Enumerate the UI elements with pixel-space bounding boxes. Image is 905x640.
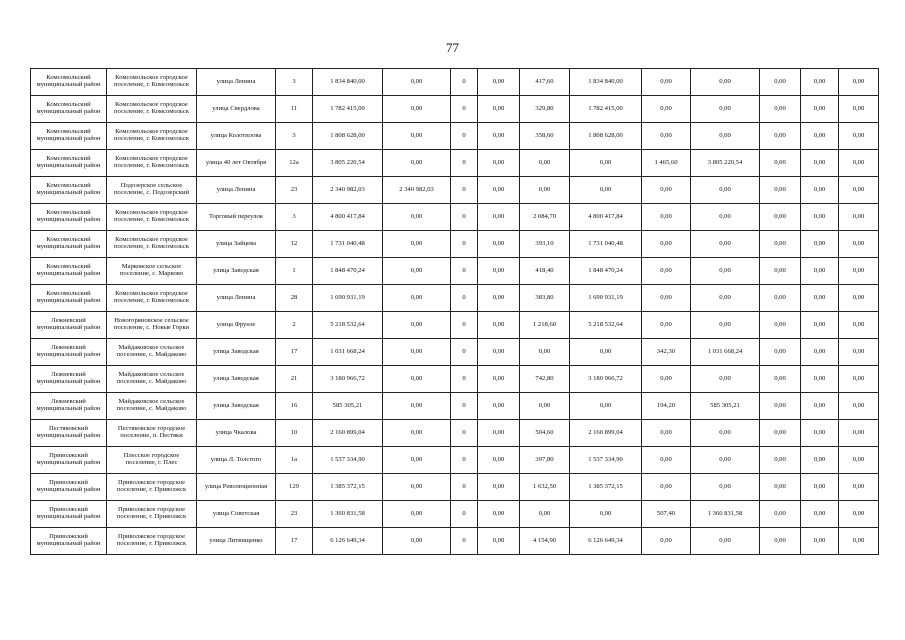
- cell-cost-col-6: 1 848 470,24: [570, 258, 642, 285]
- cell-cost-col-9: 0,00: [760, 447, 801, 474]
- cell-area-col-7: 0,00: [642, 420, 691, 447]
- cell-cost-col-6: 5 218 532,64: [570, 312, 642, 339]
- cell-municipal-district: Комсомольский муниципальный район: [31, 150, 107, 177]
- cell-cost-col-9: 0,00: [760, 366, 801, 393]
- cell-count-col-3: 0: [451, 366, 478, 393]
- cell-cost-col-2: 0,00: [383, 285, 451, 312]
- cell-street: улица Заводская: [197, 339, 276, 366]
- cell-house-number: 21: [276, 366, 313, 393]
- cell-area-col-7: 342,30: [642, 339, 691, 366]
- cell-cost-col-4: 0,00: [478, 96, 520, 123]
- cell-cost-col-2: 0,00: [383, 447, 451, 474]
- cell-cost-col-8: 0,00: [691, 312, 760, 339]
- cell-street: улица Литвищенко: [197, 528, 276, 555]
- table-row: [31, 231, 879, 258]
- cell-cost-col-11: 0,00: [839, 258, 879, 285]
- cell-area-col-5: 0,00: [520, 339, 570, 366]
- cell-street: улица Советская: [197, 501, 276, 528]
- cell-cost-col-6: 1 731 040,48: [570, 231, 642, 258]
- cell-total-cost: 2 160 899,04: [313, 420, 383, 447]
- cell-cost-col-11: 0,00: [839, 69, 879, 96]
- cell-count-col-3: 0: [451, 447, 478, 474]
- cell-cost-col-2: 0,00: [383, 474, 451, 501]
- cell-street: улица Свердлова: [197, 96, 276, 123]
- cell-cost-col-4: 0,00: [478, 339, 520, 366]
- cell-cost-col-10: 0,00: [801, 501, 839, 528]
- cell-cost-col-2: 0,00: [383, 258, 451, 285]
- cell-cost-col-11: 0,00: [839, 528, 879, 555]
- cell-cost-col-11: 0,00: [839, 285, 879, 312]
- cell-area-col-5: 742,80: [520, 366, 570, 393]
- cell-area-col-7: 0,00: [642, 258, 691, 285]
- cell-settlement: Комсомольское городское поселение, г. Комсомольск: [107, 123, 197, 150]
- cell-total-cost: 1 360 831,58: [313, 501, 383, 528]
- cell-cost-col-6: 3 180 966,72: [570, 366, 642, 393]
- cell-area-col-7: 1 465,60: [642, 150, 691, 177]
- data-table: [30, 68, 879, 555]
- cell-cost-col-9: 0,00: [760, 393, 801, 420]
- cell-area-col-5: 4 154,90: [520, 528, 570, 555]
- cell-cost-col-8: 0,00: [691, 96, 760, 123]
- cell-cost-col-11: 0,00: [839, 474, 879, 501]
- cell-area-col-5: 383,80: [520, 285, 570, 312]
- table-row: [31, 366, 879, 393]
- cell-settlement: Майдаковское сельское поселение, с. Майдаково: [107, 393, 197, 420]
- cell-cost-col-4: 0,00: [478, 123, 520, 150]
- cell-cost-col-11: 0,00: [839, 312, 879, 339]
- cell-street: улица Л. Толстого: [197, 447, 276, 474]
- cell-settlement: Комсомольское городское поселение, г. Комсомольск: [107, 69, 197, 96]
- cell-cost-col-9: 0,00: [760, 96, 801, 123]
- cell-area-col-5: 393,10: [520, 231, 570, 258]
- cell-cost-col-10: 0,00: [801, 312, 839, 339]
- cell-settlement: Комсомольское городское поселение, г. Комсомольск: [107, 285, 197, 312]
- cell-settlement: Плесское городское поселение, г. Плес: [107, 447, 197, 474]
- cell-cost-col-4: 0,00: [478, 204, 520, 231]
- cell-house-number: 12а: [276, 150, 313, 177]
- cell-cost-col-10: 0,00: [801, 339, 839, 366]
- table-row: [31, 258, 879, 285]
- table-row: [31, 150, 879, 177]
- cell-municipal-district: Лежневский муниципальный район: [31, 312, 107, 339]
- cell-cost-col-10: 0,00: [801, 177, 839, 204]
- table-row: [31, 69, 879, 96]
- cell-area-col-7: 0,00: [642, 474, 691, 501]
- cell-municipal-district: Приволжский муниципальный район: [31, 447, 107, 474]
- cell-cost-col-10: 0,00: [801, 123, 839, 150]
- cell-cost-col-10: 0,00: [801, 447, 839, 474]
- cell-house-number: 3: [276, 204, 313, 231]
- cell-cost-col-2: 0,00: [383, 96, 451, 123]
- cell-municipal-district: Комсомольский муниципальный район: [31, 258, 107, 285]
- cell-house-number: 11: [276, 96, 313, 123]
- cell-cost-col-2: 0,00: [383, 420, 451, 447]
- cell-cost-col-10: 0,00: [801, 366, 839, 393]
- cell-cost-col-6: 4 800 417,84: [570, 204, 642, 231]
- cell-cost-col-6: 0,00: [570, 501, 642, 528]
- cell-municipal-district: Комсомольский муниципальный район: [31, 285, 107, 312]
- cell-cost-col-4: 0,00: [478, 231, 520, 258]
- cell-settlement: Пестяковское городское поселение, п. Пестяки: [107, 420, 197, 447]
- cell-cost-col-6: 0,00: [570, 339, 642, 366]
- cell-street: улица Ленина: [197, 285, 276, 312]
- cell-count-col-3: 0: [451, 285, 478, 312]
- cell-cost-col-2: 0,00: [383, 366, 451, 393]
- cell-cost-col-9: 0,00: [760, 339, 801, 366]
- cell-area-col-5: 417,60: [520, 69, 570, 96]
- cell-cost-col-11: 0,00: [839, 123, 879, 150]
- cell-street: улица Чкалова: [197, 420, 276, 447]
- cell-cost-col-8: 0,00: [691, 474, 760, 501]
- cell-settlement: Приволжское городское поселение, г. Приволжск: [107, 501, 197, 528]
- cell-cost-col-2: 0,00: [383, 312, 451, 339]
- cell-area-col-5: 329,80: [520, 96, 570, 123]
- cell-cost-col-11: 0,00: [839, 501, 879, 528]
- cell-total-cost: 585 305,21: [313, 393, 383, 420]
- cell-cost-col-4: 0,00: [478, 312, 520, 339]
- cell-count-col-3: 0: [451, 123, 478, 150]
- cell-count-col-3: 0: [451, 420, 478, 447]
- cell-area-col-5: 504,60: [520, 420, 570, 447]
- cell-settlement: Подозерское сельское поселение, с. Подозерский: [107, 177, 197, 204]
- cell-total-cost: 6 126 649,34: [313, 528, 383, 555]
- cell-cost-col-10: 0,00: [801, 393, 839, 420]
- cell-area-col-7: 0,00: [642, 528, 691, 555]
- table-row: [31, 447, 879, 474]
- cell-cost-col-6: 2 160 899,04: [570, 420, 642, 447]
- cell-area-col-5: 358,60: [520, 123, 570, 150]
- table-row: [31, 420, 879, 447]
- cell-street: улица Ленина: [197, 69, 276, 96]
- cell-cost-col-6: 1 690 931,19: [570, 285, 642, 312]
- cell-cost-col-9: 0,00: [760, 231, 801, 258]
- cell-count-col-3: 0: [451, 474, 478, 501]
- table-row: [31, 393, 879, 420]
- cell-area-col-7: 0,00: [642, 204, 691, 231]
- cell-house-number: 17: [276, 339, 313, 366]
- cell-total-cost: 3 805 220,54: [313, 150, 383, 177]
- cell-house-number: 3: [276, 69, 313, 96]
- cell-house-number: 2: [276, 312, 313, 339]
- cell-cost-col-10: 0,00: [801, 285, 839, 312]
- table-row: [31, 96, 879, 123]
- cell-count-col-3: 0: [451, 501, 478, 528]
- cell-cost-col-2: 0,00: [383, 123, 451, 150]
- cell-cost-col-10: 0,00: [801, 258, 839, 285]
- cell-cost-col-4: 0,00: [478, 177, 520, 204]
- cell-cost-col-4: 0,00: [478, 150, 520, 177]
- cell-cost-col-6: 0,00: [570, 177, 642, 204]
- cell-municipal-district: Приволжский муниципальный район: [31, 528, 107, 555]
- cell-cost-col-9: 0,00: [760, 123, 801, 150]
- cell-cost-col-8: 0,00: [691, 528, 760, 555]
- cell-street: улица Зайцева: [197, 231, 276, 258]
- cell-cost-col-8: 0,00: [691, 420, 760, 447]
- cell-settlement: Комсомольское городское поселение, г. Комсомольск: [107, 150, 197, 177]
- cell-street: Торговый переулок: [197, 204, 276, 231]
- cell-street: улица Заводская: [197, 258, 276, 285]
- cell-count-col-3: 0: [451, 393, 478, 420]
- cell-cost-col-4: 0,00: [478, 258, 520, 285]
- cell-cost-col-6: 1 808 628,00: [570, 123, 642, 150]
- cell-cost-col-10: 0,00: [801, 96, 839, 123]
- cell-street: улица Заводская: [197, 366, 276, 393]
- cell-cost-col-6: 1 385 372,15: [570, 474, 642, 501]
- cell-total-cost: 1 731 040,48: [313, 231, 383, 258]
- cell-municipal-district: Пестяковский муниципальный район: [31, 420, 107, 447]
- cell-house-number: 28: [276, 285, 313, 312]
- table-row: [31, 528, 879, 555]
- cell-municipal-district: Приволжский муниципальный район: [31, 501, 107, 528]
- cell-cost-col-8: 3 805 220,54: [691, 150, 760, 177]
- cell-cost-col-2: 0,00: [383, 204, 451, 231]
- cell-house-number: 129: [276, 474, 313, 501]
- page-number: 77: [446, 40, 459, 55]
- cell-house-number: 16: [276, 393, 313, 420]
- cell-municipal-district: Комсомольский муниципальный район: [31, 177, 107, 204]
- cell-municipal-district: Лежневский муниципальный район: [31, 393, 107, 420]
- cell-cost-col-9: 0,00: [760, 285, 801, 312]
- cell-street: улица Колотилова: [197, 123, 276, 150]
- cell-total-cost: 1 808 628,00: [313, 123, 383, 150]
- cell-area-col-7: 194,20: [642, 393, 691, 420]
- cell-total-cost: 1 834 840,00: [313, 69, 383, 96]
- cell-cost-col-8: 0,00: [691, 177, 760, 204]
- cell-area-col-5: 0,00: [520, 150, 570, 177]
- cell-cost-col-10: 0,00: [801, 474, 839, 501]
- cell-cost-col-11: 0,00: [839, 393, 879, 420]
- cell-count-col-3: 0: [451, 258, 478, 285]
- cell-area-col-5: 397,80: [520, 447, 570, 474]
- cell-cost-col-2: 0,00: [383, 393, 451, 420]
- cell-house-number: 12: [276, 231, 313, 258]
- cell-cost-col-9: 0,00: [760, 204, 801, 231]
- cell-settlement: Комсомольское городское поселение, г. Комсомольск: [107, 231, 197, 258]
- cell-cost-col-9: 0,00: [760, 312, 801, 339]
- cell-cost-col-9: 0,00: [760, 177, 801, 204]
- cell-cost-col-11: 0,00: [839, 231, 879, 258]
- cell-cost-col-11: 0,00: [839, 447, 879, 474]
- table-row: [31, 312, 879, 339]
- cell-count-col-3: 0: [451, 231, 478, 258]
- cell-area-col-7: 0,00: [642, 96, 691, 123]
- cell-cost-col-9: 0,00: [760, 258, 801, 285]
- cell-municipal-district: Комсомольский муниципальный район: [31, 231, 107, 258]
- cell-area-col-7: 0,00: [642, 69, 691, 96]
- cell-settlement: Комсомольское городское поселение, г. Комсомольск: [107, 204, 197, 231]
- cell-cost-col-11: 0,00: [839, 96, 879, 123]
- cell-settlement: Марковское сельское поселение, с. Марково: [107, 258, 197, 285]
- cell-street: улица Ленина: [197, 177, 276, 204]
- cell-total-cost: 1 848 470,24: [313, 258, 383, 285]
- cell-area-col-5: 418,40: [520, 258, 570, 285]
- table-row: [31, 339, 879, 366]
- cell-total-cost: 2 340 982,03: [313, 177, 383, 204]
- cell-cost-col-4: 0,00: [478, 501, 520, 528]
- cell-cost-col-4: 0,00: [478, 447, 520, 474]
- cell-area-col-7: 0,00: [642, 177, 691, 204]
- cell-total-cost: 1 690 931,19: [313, 285, 383, 312]
- cell-cost-col-9: 0,00: [760, 474, 801, 501]
- cell-street: улица Заводская: [197, 393, 276, 420]
- cell-area-col-7: 0,00: [642, 366, 691, 393]
- cell-house-number: 23: [276, 501, 313, 528]
- cell-cost-col-6: 0,00: [570, 393, 642, 420]
- cell-count-col-3: 0: [451, 339, 478, 366]
- cell-cost-col-4: 0,00: [478, 474, 520, 501]
- cell-cost-col-8: 0,00: [691, 258, 760, 285]
- cell-area-col-7: 507,40: [642, 501, 691, 528]
- cell-cost-col-11: 0,00: [839, 204, 879, 231]
- cell-municipal-district: Комсомольский муниципальный район: [31, 123, 107, 150]
- cell-house-number: 17: [276, 528, 313, 555]
- cell-total-cost: 1 385 372,15: [313, 474, 383, 501]
- cell-cost-col-9: 0,00: [760, 528, 801, 555]
- cell-count-col-3: 0: [451, 69, 478, 96]
- cell-cost-col-8: 1 031 668,24: [691, 339, 760, 366]
- cell-count-col-3: 0: [451, 312, 478, 339]
- cell-municipal-district: Комсомольский муниципальный район: [31, 69, 107, 96]
- cell-cost-col-10: 0,00: [801, 150, 839, 177]
- cell-cost-col-10: 0,00: [801, 69, 839, 96]
- cell-area-col-7: 0,00: [642, 312, 691, 339]
- cell-area-col-7: 0,00: [642, 285, 691, 312]
- cell-settlement: Комсомольское городское поселение, г. Комсомольск: [107, 96, 197, 123]
- cell-total-cost: 1 782 415,00: [313, 96, 383, 123]
- cell-area-col-5: 0,00: [520, 393, 570, 420]
- cell-house-number: 1: [276, 258, 313, 285]
- cell-cost-col-11: 0,00: [839, 177, 879, 204]
- cell-count-col-3: 0: [451, 150, 478, 177]
- cell-cost-col-11: 0,00: [839, 339, 879, 366]
- cell-cost-col-10: 0,00: [801, 231, 839, 258]
- cell-cost-col-4: 0,00: [478, 285, 520, 312]
- cell-cost-col-8: 0,00: [691, 69, 760, 96]
- cell-total-cost: 1 031 668,24: [313, 339, 383, 366]
- cell-municipal-district: Комсомольский муниципальный район: [31, 96, 107, 123]
- cell-settlement: Новогоряновское сельское поселение, с. Новые Горки: [107, 312, 197, 339]
- cell-count-col-3: 0: [451, 204, 478, 231]
- cell-cost-col-8: 0,00: [691, 123, 760, 150]
- cell-municipal-district: Комсомольский муниципальный район: [31, 204, 107, 231]
- cell-street: улица Революционная: [197, 474, 276, 501]
- table-row: [31, 501, 879, 528]
- cell-count-col-3: 0: [451, 528, 478, 555]
- cell-cost-col-9: 0,00: [760, 501, 801, 528]
- cell-settlement: Приволжское городское поселение, г. Приволжск: [107, 528, 197, 555]
- cell-cost-col-10: 0,00: [801, 420, 839, 447]
- cell-count-col-3: 0: [451, 96, 478, 123]
- cell-cost-col-8: 0,00: [691, 366, 760, 393]
- table-row: [31, 204, 879, 231]
- cell-cost-col-8: 0,00: [691, 285, 760, 312]
- cell-area-col-5: 1 218,60: [520, 312, 570, 339]
- cell-cost-col-2: 0,00: [383, 150, 451, 177]
- cell-municipal-district: Приволжский муниципальный район: [31, 474, 107, 501]
- cell-cost-col-9: 0,00: [760, 69, 801, 96]
- cell-area-col-7: 0,00: [642, 447, 691, 474]
- cell-cost-col-2: 0,00: [383, 501, 451, 528]
- cell-house-number: 10: [276, 420, 313, 447]
- cell-cost-col-11: 0,00: [839, 420, 879, 447]
- cell-cost-col-8: 1 360 831,58: [691, 501, 760, 528]
- cell-cost-col-6: 1 834 840,00: [570, 69, 642, 96]
- cell-total-cost: 3 180 966,72: [313, 366, 383, 393]
- cell-cost-col-8: 0,00: [691, 231, 760, 258]
- cell-cost-col-2: 0,00: [383, 69, 451, 96]
- cell-settlement: Майдаковское сельское поселение, с. Майдаково: [107, 339, 197, 366]
- cell-cost-col-6: 1 782 415,00: [570, 96, 642, 123]
- cell-cost-col-4: 0,00: [478, 528, 520, 555]
- cell-house-number: 23: [276, 177, 313, 204]
- cell-total-cost: 5 218 532,64: [313, 312, 383, 339]
- cell-house-number: 1а: [276, 447, 313, 474]
- cell-street: улица Фрунзе: [197, 312, 276, 339]
- cell-total-cost: 4 800 417,84: [313, 204, 383, 231]
- cell-settlement: Приволжское городское поселение, г. Приволжск: [107, 474, 197, 501]
- cell-cost-col-4: 0,00: [478, 69, 520, 96]
- cell-street: улица 40 лет Октября: [197, 150, 276, 177]
- cell-cost-col-8: 0,00: [691, 204, 760, 231]
- cell-cost-col-4: 0,00: [478, 420, 520, 447]
- table-row: [31, 474, 879, 501]
- cell-cost-col-11: 0,00: [839, 366, 879, 393]
- cell-area-col-7: 0,00: [642, 123, 691, 150]
- cell-cost-col-4: 0,00: [478, 366, 520, 393]
- cell-cost-col-2: 0,00: [383, 231, 451, 258]
- cell-total-cost: 1 537 334,90: [313, 447, 383, 474]
- cell-municipal-district: Лежневский муниципальный район: [31, 366, 107, 393]
- cell-count-col-3: 0: [451, 177, 478, 204]
- cell-cost-col-2: 2 340 982,03: [383, 177, 451, 204]
- cell-cost-col-6: 0,00: [570, 150, 642, 177]
- cell-cost-col-6: 6 126 649,34: [570, 528, 642, 555]
- cell-cost-col-10: 0,00: [801, 204, 839, 231]
- cell-house-number: 3: [276, 123, 313, 150]
- cell-cost-col-9: 0,00: [760, 420, 801, 447]
- cell-settlement: Майдаковское сельское поселение, с. Майдаково: [107, 366, 197, 393]
- cell-cost-col-9: 0,00: [760, 150, 801, 177]
- cell-cost-col-8: 585 305,21: [691, 393, 760, 420]
- cell-area-col-7: 0,00: [642, 231, 691, 258]
- cell-area-col-5: 2 084,70: [520, 204, 570, 231]
- cell-cost-col-8: 0,00: [691, 447, 760, 474]
- cell-cost-col-11: 0,00: [839, 150, 879, 177]
- table-row: [31, 177, 879, 204]
- table-row: [31, 285, 879, 312]
- cell-municipal-district: Лежневский муниципальный район: [31, 339, 107, 366]
- cell-cost-col-4: 0,00: [478, 393, 520, 420]
- cell-cost-col-6: 1 537 334,90: [570, 447, 642, 474]
- cell-area-col-5: 1 632,50: [520, 474, 570, 501]
- table-row: [31, 123, 879, 150]
- cell-area-col-5: 0,00: [520, 501, 570, 528]
- cell-cost-col-2: 0,00: [383, 528, 451, 555]
- cell-cost-col-10: 0,00: [801, 528, 839, 555]
- cell-cost-col-2: 0,00: [383, 339, 451, 366]
- cell-area-col-5: 0,00: [520, 177, 570, 204]
